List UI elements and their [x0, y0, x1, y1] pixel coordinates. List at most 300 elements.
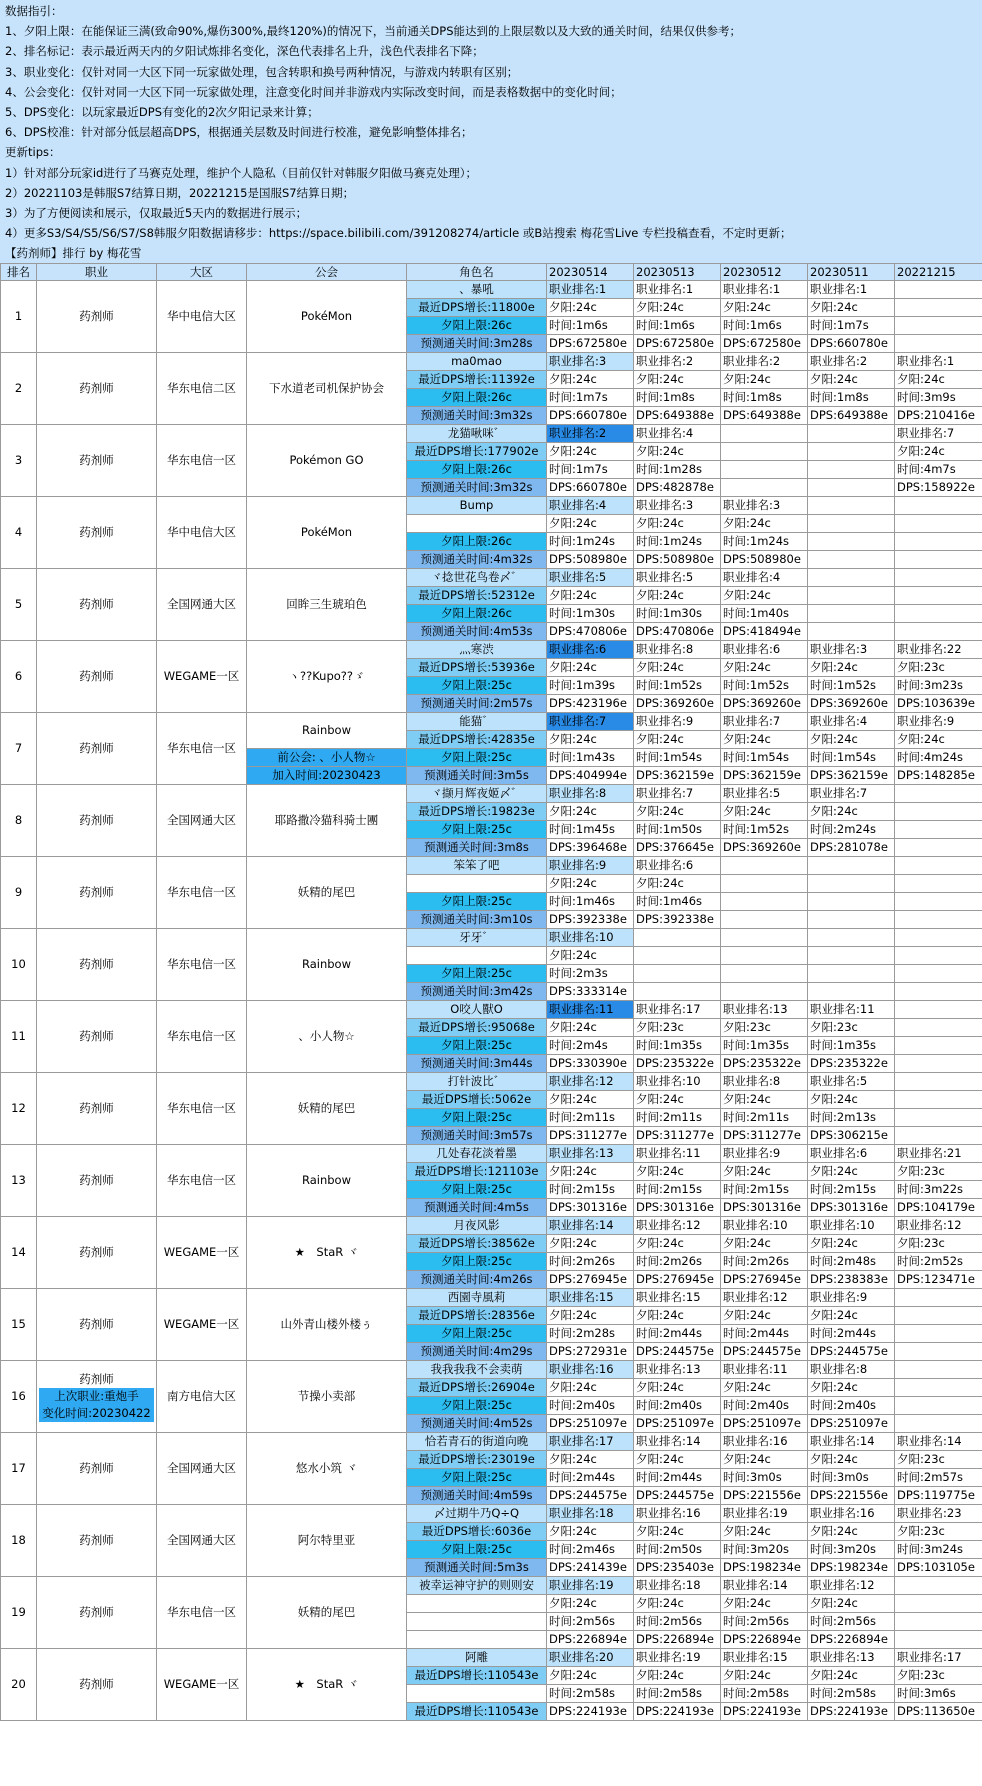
note-line: 2）20221103是韩服S7结算日期，20221215是国服S7结算日期； [5, 185, 355, 200]
note-line: 2、排名标记：表示最近两天内的夕阳试炼排名变化，深色代表排名上升，浅色代表排名下降； [5, 44, 484, 59]
date-value-cell: 夕阳:23c [895, 1667, 982, 1685]
server-cell: WEGAME一区 [157, 1649, 247, 1721]
date-value-cell: 夕阳:24c [721, 371, 808, 389]
predicted-clear-time-cell: 预测通关时间:4m32s [407, 551, 547, 569]
date-value-cell: DPS:369260e [721, 695, 808, 713]
dps-growth-cell: 最近DPS增长:26904e [407, 1379, 547, 1397]
player-name-cell: ma0mao [407, 353, 547, 371]
info-cell [407, 1613, 547, 1631]
job-cell [37, 1289, 157, 1361]
xiyang-limit-cell: 夕阳上限:26c [407, 317, 547, 335]
date-value-cell: 时间:1m24s [721, 533, 808, 551]
date-value-cell: 时间:1m35s [634, 1037, 721, 1055]
date-value-cell: 夕阳:24c [547, 1163, 634, 1181]
date-value-cell: 职业排名:17 [895, 1649, 982, 1667]
note-line: 6、DPS校准：针对部分低层超高DPS，根据通关层数及时间进行校准，避免影响整体排名； [5, 125, 473, 140]
date-value-cell: 夕阳:24c [634, 1523, 721, 1541]
guild-cell: 阿尔特里亚 [247, 1505, 407, 1577]
date-value-cell [895, 605, 982, 623]
predicted-clear-time-cell: 预测通关时间:4m26s [407, 1271, 547, 1289]
date-value-cell: 职业排名:16 [721, 1433, 808, 1451]
player-name-cell: 灬寒渋 [407, 641, 547, 659]
date-value-cell: 时间:1m24s [547, 533, 634, 551]
date-value-cell: DPS:244575e [634, 1487, 721, 1505]
date-value-cell: DPS:244575e [808, 1343, 895, 1361]
date-value-cell: 职业排名:2 [634, 353, 721, 371]
date-value-cell: DPS:251097e [634, 1415, 721, 1433]
job-label: 药剂师 [79, 669, 114, 683]
xiyang-limit-cell: 夕阳上限:25c [407, 1181, 547, 1199]
guild-cell: 节操小卖部 [247, 1361, 407, 1433]
server-cell: 南方电信大区 [157, 1361, 247, 1433]
xiyang-limit-cell: 夕阳上限:26c [407, 389, 547, 407]
date-value-cell: 时间:2m40s [808, 1397, 895, 1415]
date-value-cell: 职业排名:8 [547, 785, 634, 803]
date-value-cell: 时间:1m24s [634, 533, 721, 551]
date-value-cell: DPS:272931e [547, 1343, 634, 1361]
dps-growth-cell [407, 515, 547, 533]
date-value-cell: 时间:2m15s [808, 1181, 895, 1199]
predicted-clear-time-cell: 预测通关时间:2m57s [407, 695, 547, 713]
date-value-cell: 时间:2m26s [634, 1253, 721, 1271]
date-value-cell: 时间:1m54s [634, 749, 721, 767]
date-value-cell: 时间:2m44s [634, 1469, 721, 1487]
date-value-cell: 时间:3m6s [895, 1685, 982, 1703]
date-value-cell: 时间:2m15s [547, 1181, 634, 1199]
table-row [1, 281, 982, 299]
date-value-cell: 时间:2m26s [547, 1253, 634, 1271]
date-value-cell: 时间:2m15s [634, 1181, 721, 1199]
date-value-cell: 职业排名:7 [895, 425, 982, 443]
date-value-cell: 夕阳:24c [547, 515, 634, 533]
predicted-clear-time-cell: 预测通关时间:5m3s [407, 1559, 547, 1577]
date-value-cell: 夕阳:24c [547, 443, 634, 461]
date-value-cell [895, 875, 982, 893]
date-value-cell: DPS:333314e [547, 983, 634, 1001]
column-header: 职业 [37, 264, 157, 281]
date-value-cell [895, 857, 982, 875]
date-value-cell [634, 983, 721, 1001]
date-value-cell: 夕阳:24c [547, 1451, 634, 1469]
date-value-cell: 职业排名:14 [895, 1433, 982, 1451]
date-value-cell: 职业排名:3 [721, 497, 808, 515]
dps-growth-cell: 最近DPS增长:121103e [407, 1163, 547, 1181]
table-row [1, 1361, 982, 1379]
date-value-cell: 职业排名:1 [808, 281, 895, 299]
date-value-cell: 职业排名:12 [895, 1217, 982, 1235]
date-value-cell [895, 1415, 982, 1433]
date-value-cell: DPS:276945e [721, 1271, 808, 1289]
date-value-cell: DPS:251097e [808, 1415, 895, 1433]
xiyang-limit-cell: 夕阳上限:25c [407, 1253, 547, 1271]
date-value-cell: 夕阳:24c [808, 659, 895, 677]
date-value-cell: 时间:3m23s [895, 677, 982, 695]
date-value-cell: DPS:362159e [721, 767, 808, 785]
player-name-cell: 牙牙゛ [407, 929, 547, 947]
date-value-cell [808, 911, 895, 929]
rank-cell: 16 [1, 1361, 37, 1433]
date-value-cell: 夕阳:24c [721, 587, 808, 605]
date-value-cell [895, 299, 982, 317]
date-value-cell: 职业排名:4 [721, 569, 808, 587]
rank-cell: 12 [1, 1073, 37, 1145]
rank-cell: 8 [1, 785, 37, 857]
date-value-cell: 时间:2m13s [808, 1109, 895, 1127]
date-value-cell: 时间:1m8s [721, 389, 808, 407]
date-value-cell: 时间:3m0s [721, 1469, 808, 1487]
date-value-cell: 时间:1m6s [547, 317, 634, 335]
table-row [1, 425, 982, 443]
xiyang-limit-cell: 夕阳上限:26c [407, 533, 547, 551]
date-value-cell: DPS:301316e [808, 1199, 895, 1217]
date-value-cell [895, 1595, 982, 1613]
date-value-cell: 职业排名:12 [634, 1217, 721, 1235]
date-value-cell: 时间:2m44s [547, 1469, 634, 1487]
date-value-cell: 职业排名:6 [808, 1145, 895, 1163]
date-value-cell [895, 1109, 982, 1127]
date-value-cell: 职业排名:14 [808, 1433, 895, 1451]
date-value-cell: DPS:221556e [808, 1487, 895, 1505]
xiyang-limit-cell: 夕阳上限:25c [407, 965, 547, 983]
server-cell: 华东电信一区 [157, 1577, 247, 1649]
date-value-cell: 职业排名:1 [721, 281, 808, 299]
date-value-cell: 夕阳:24c [808, 1163, 895, 1181]
date-value-cell [895, 533, 982, 551]
dps-growth-cell [407, 947, 547, 965]
column-header: 排名 [1, 264, 37, 281]
server-cell: 华东电信一区 [157, 929, 247, 1001]
date-value-cell: DPS:210416e [895, 407, 982, 425]
xiyang-limit-cell: 夕阳上限:25c [407, 821, 547, 839]
xiyang-limit-cell: 夕阳上限:25c [407, 893, 547, 911]
date-value-cell: 时间:1m7s [808, 317, 895, 335]
rank-cell: 19 [1, 1577, 37, 1649]
job-label: 药剂师 [79, 453, 114, 467]
date-value-cell: 职业排名:6 [721, 641, 808, 659]
player-name-cell: 我我我我不会卖萌 [407, 1361, 547, 1379]
header-row [1, 264, 982, 281]
column-header: 大区 [157, 264, 247, 281]
job-label: 药剂师 [79, 741, 114, 755]
date-value-cell [895, 1397, 982, 1415]
date-value-cell: 夕阳:24c [547, 1667, 634, 1685]
server-cell: 华东电信二区 [157, 353, 247, 425]
job-label: 药剂师 [79, 1173, 114, 1187]
date-value-cell [895, 497, 982, 515]
table-row [1, 1073, 982, 1091]
date-value-cell: 职业排名:6 [547, 641, 634, 659]
date-value-cell: DPS:113650e [895, 1703, 982, 1721]
date-value-cell: 职业排名:13 [634, 1361, 721, 1379]
date-value-cell [895, 623, 982, 641]
date-value-cell: 时间:2m58s [634, 1685, 721, 1703]
player-name-cell: 恰若青石的街道向晚 [407, 1433, 547, 1451]
date-value-cell: 时间:1m39s [547, 677, 634, 695]
date-value-cell: DPS:251097e [547, 1415, 634, 1433]
date-value-cell: 夕阳:24c [634, 443, 721, 461]
date-value-cell: 时间:3m9s [895, 389, 982, 407]
date-value-cell [895, 1613, 982, 1631]
date-value-cell: 夕阳:24c [721, 1667, 808, 1685]
date-value-cell: 时间:1m40s [721, 605, 808, 623]
date-value-cell [895, 839, 982, 857]
date-value-cell [808, 929, 895, 947]
date-value-cell: 夕阳:24c [895, 731, 982, 749]
guild-cell: 悠水小筑 ヾ [247, 1433, 407, 1505]
table-row [1, 1577, 982, 1595]
predicted-clear-time-cell: 预测通关时间:3m5s [407, 767, 547, 785]
server-cell: WEGAME一区 [157, 1217, 247, 1289]
player-name-cell: ヾ撷月辉夜姬〆゛ [407, 785, 547, 803]
date-value-cell: 夕阳:24c [808, 371, 895, 389]
rank-cell: 6 [1, 641, 37, 713]
date-value-cell: 夕阳:23c [895, 1163, 982, 1181]
player-name-cell: 能猫゛ [407, 713, 547, 731]
date-value-cell [634, 965, 721, 983]
date-value-cell [895, 947, 982, 965]
date-value-cell: 时间:3m22s [895, 1181, 982, 1199]
date-value-cell: 时间:1m52s [634, 677, 721, 695]
dps-growth-cell: 最近DPS增长:95068e [407, 1019, 547, 1037]
date-value-cell: 时间:1m7s [547, 389, 634, 407]
guild-change-note: 前公会: 、小人物☆ [247, 749, 407, 767]
job-label: 药剂师 [79, 1677, 114, 1691]
date-value-cell: DPS:226894e [808, 1631, 895, 1649]
date-value-cell: DPS:404994e [547, 767, 634, 785]
date-value-cell: 夕阳:24c [721, 1379, 808, 1397]
date-value-cell: 职业排名:3 [634, 497, 721, 515]
date-value-cell: 时间:1m7s [547, 461, 634, 479]
predicted-clear-time-cell: 预测通关时间:4m5s [407, 1199, 547, 1217]
date-value-cell: DPS:251097e [721, 1415, 808, 1433]
dps-growth-cell: 最近DPS增长:110543e [407, 1667, 547, 1685]
server-cell: 华中电信大区 [157, 497, 247, 569]
note-line: 5、DPS变化：以玩家最近DPS有变化的2次夕阳记录来计算； [5, 104, 319, 119]
date-value-cell: 职业排名:14 [634, 1433, 721, 1451]
date-value-cell: 夕阳:24c [808, 731, 895, 749]
info-cell [407, 1685, 547, 1703]
date-value-cell: 时间:1m46s [634, 893, 721, 911]
date-value-cell: 职业排名:11 [808, 1001, 895, 1019]
date-value-cell: 夕阳:24c [721, 1307, 808, 1325]
job-cell [37, 1361, 157, 1433]
date-value-cell: 职业排名:7 [721, 713, 808, 731]
date-value-cell: DPS:362159e [634, 767, 721, 785]
job-label: 药剂师 [79, 1605, 114, 1619]
date-value-cell: DPS:226894e [721, 1631, 808, 1649]
date-value-cell: 职业排名:3 [547, 353, 634, 371]
date-value-cell: 夕阳:24c [721, 1235, 808, 1253]
date-value-cell [721, 965, 808, 983]
date-value-cell: 时间:2m28s [547, 1325, 634, 1343]
date-value-cell: 职业排名:19 [634, 1649, 721, 1667]
dps-growth-cell [407, 875, 547, 893]
ranking-table [0, 263, 982, 1721]
date-value-cell: 职业排名:9 [634, 713, 721, 731]
player-name-cell: 龙猫啾咪゛ [407, 425, 547, 443]
date-value-cell: 职业排名:8 [808, 1361, 895, 1379]
date-value-cell: 职业排名:10 [721, 1217, 808, 1235]
table-caption: 【药剂师】排行 by 梅花雪 [0, 244, 982, 263]
date-value-cell [895, 803, 982, 821]
job-label: 药剂师 [79, 1101, 114, 1115]
date-value-cell: DPS:369260e [808, 695, 895, 713]
date-value-cell: 职业排名:18 [634, 1577, 721, 1595]
dps-growth-cell: 最近DPS增长:19823e [407, 803, 547, 821]
job-label: 药剂师 [79, 597, 114, 611]
dps-growth-cell: 最近DPS增长:110543e [407, 1703, 547, 1721]
date-value-cell: 职业排名:20 [547, 1649, 634, 1667]
date-value-cell [895, 1361, 982, 1379]
date-value-cell: DPS:301316e [547, 1199, 634, 1217]
rank-cell: 9 [1, 857, 37, 929]
date-value-cell: 职业排名:8 [634, 641, 721, 659]
date-value-cell [808, 479, 895, 497]
job-cell [37, 1217, 157, 1289]
date-value-cell: 夕阳:24c [547, 1019, 634, 1037]
date-value-cell [895, 1289, 982, 1307]
xiyang-limit-cell: 夕阳上限:25c [407, 749, 547, 767]
xiyang-limit-cell: 夕阳上限:26c [407, 461, 547, 479]
date-value-cell: 夕阳:24c [721, 803, 808, 821]
date-value-cell: 职业排名:10 [547, 929, 634, 947]
date-value-cell: 夕阳:23c [895, 1451, 982, 1469]
dps-growth-cell: 最近DPS增长:6036e [407, 1523, 547, 1541]
date-value-cell: 职业排名:9 [895, 713, 982, 731]
date-value-cell: 职业排名:1 [895, 353, 982, 371]
guild-cell: ヽ??Kupo??ゞ [247, 641, 407, 713]
date-value-cell [721, 857, 808, 875]
date-value-cell: 职业排名:10 [634, 1073, 721, 1091]
job-cell [37, 1577, 157, 1649]
date-value-cell: 职业排名:5 [808, 1073, 895, 1091]
job-label: 药剂师 [79, 1029, 114, 1043]
job-label: 药剂师 [79, 309, 114, 323]
guild-cell: 回眸三生琥珀色 [247, 569, 407, 641]
date-value-cell: 职业排名:12 [547, 1073, 634, 1091]
date-value-cell: DPS:224193e [547, 1703, 634, 1721]
server-cell: 全国网通大区 [157, 1433, 247, 1505]
column-header: 角色名 [407, 264, 547, 281]
date-value-cell: 时间:2m56s [634, 1613, 721, 1631]
date-value-cell: 夕阳:24c [808, 299, 895, 317]
date-value-cell: 职业排名:12 [721, 1289, 808, 1307]
job-cell [37, 713, 157, 785]
table-row [1, 1001, 982, 1019]
job-label: 药剂师 [79, 885, 114, 899]
date-value-cell: DPS:226894e [634, 1631, 721, 1649]
rank-cell: 2 [1, 353, 37, 425]
server-cell: WEGAME一区 [157, 641, 247, 713]
guild-cell: 下水道老司机保护协会 [247, 353, 407, 425]
date-value-cell [634, 929, 721, 947]
dps-growth-cell: 最近DPS增长:23019e [407, 1451, 547, 1469]
date-value-cell [721, 443, 808, 461]
date-value-cell [808, 515, 895, 533]
date-value-cell: 职业排名:3 [808, 641, 895, 659]
date-value-cell: 职业排名:4 [808, 713, 895, 731]
date-value-cell [808, 587, 895, 605]
date-value-cell: DPS:660780e [547, 407, 634, 425]
date-value-cell: 夕阳:24c [547, 803, 634, 821]
date-value-cell [895, 1055, 982, 1073]
date-value-cell [895, 551, 982, 569]
date-value-cell: DPS:396468e [547, 839, 634, 857]
date-value-cell [808, 569, 895, 587]
date-value-cell: 职业排名:12 [808, 1577, 895, 1595]
player-name-cell: Bump [407, 497, 547, 515]
date-value-cell: 职业排名:11 [547, 1001, 634, 1019]
job-label: 药剂师 [79, 1245, 114, 1259]
date-value-cell: 职业排名:19 [547, 1577, 634, 1595]
date-value-cell: 夕阳:24c [634, 299, 721, 317]
table-row [1, 713, 982, 731]
date-value-cell: 时间:1m50s [634, 821, 721, 839]
date-value-cell: 时间:2m44s [808, 1325, 895, 1343]
date-value-cell: DPS:392338e [547, 911, 634, 929]
date-value-cell: DPS:311277e [547, 1127, 634, 1145]
player-name-cell: 笨笨了吧 [407, 857, 547, 875]
date-value-cell [895, 1091, 982, 1109]
rank-cell: 4 [1, 497, 37, 569]
player-name-cell: 〆过期牛乃Q÷Q [407, 1505, 547, 1523]
date-value-cell: DPS:238383e [808, 1271, 895, 1289]
date-value-cell: DPS:224193e [721, 1703, 808, 1721]
date-value-cell: DPS:482878e [634, 479, 721, 497]
date-value-cell: 时间:2m58s [808, 1685, 895, 1703]
date-value-cell: 夕阳:24c [634, 1379, 721, 1397]
predicted-clear-time-cell: 预测通关时间:3m28s [407, 335, 547, 353]
date-value-cell: 职业排名:5 [547, 569, 634, 587]
job-cell [37, 569, 157, 641]
date-value-cell [808, 443, 895, 461]
date-value-cell: DPS:470806e [634, 623, 721, 641]
date-value-cell: 职业排名:9 [547, 857, 634, 875]
date-value-cell [895, 911, 982, 929]
date-value-cell: 职业排名:5 [634, 569, 721, 587]
date-value-cell: 职业排名:2 [721, 353, 808, 371]
rank-cell: 20 [1, 1649, 37, 1721]
date-value-cell: 时间:1m54s [808, 749, 895, 767]
date-value-cell: 夕阳:23c [895, 659, 982, 677]
date-value-cell: 时间:2m58s [721, 1685, 808, 1703]
date-value-cell [895, 1019, 982, 1037]
date-value-cell: 职业排名:2 [808, 353, 895, 371]
job-label: 药剂师 [79, 381, 114, 395]
date-value-cell: 时间:1m30s [547, 605, 634, 623]
date-value-cell: 时间:1m35s [721, 1037, 808, 1055]
date-value-cell: DPS:244575e [721, 1343, 808, 1361]
rank-cell: 15 [1, 1289, 37, 1361]
date-value-cell: 职业排名:11 [634, 1145, 721, 1163]
xiyang-limit-cell: 夕阳上限:25c [407, 677, 547, 695]
date-value-cell: 职业排名:5 [721, 785, 808, 803]
date-value-cell: DPS:198234e [808, 1559, 895, 1577]
date-value-cell: DPS:330390e [547, 1055, 634, 1073]
date-value-cell: 夕阳:23c [895, 1523, 982, 1541]
date-value-cell: 时间:2m4s [547, 1037, 634, 1055]
date-value-cell: 夕阳:24c [547, 371, 634, 389]
date-value-cell: 时间:4m7s [895, 461, 982, 479]
server-cell: 华东电信一区 [157, 713, 247, 785]
table-row [1, 857, 982, 875]
table-row [1, 1433, 982, 1451]
player-name-cell: 几处春花淡着墨 [407, 1145, 547, 1163]
note-line: 4、公会变化：仅针对同一大区下同一玩家做处理，注意变化时间并非游戏内实际改变时间，而是表格数据中的变化时间； [5, 84, 622, 99]
dps-growth-cell: 最近DPS增长:5062e [407, 1091, 547, 1109]
date-value-cell: DPS:235322e [721, 1055, 808, 1073]
guild-cell: Pokémon GO [247, 425, 407, 497]
